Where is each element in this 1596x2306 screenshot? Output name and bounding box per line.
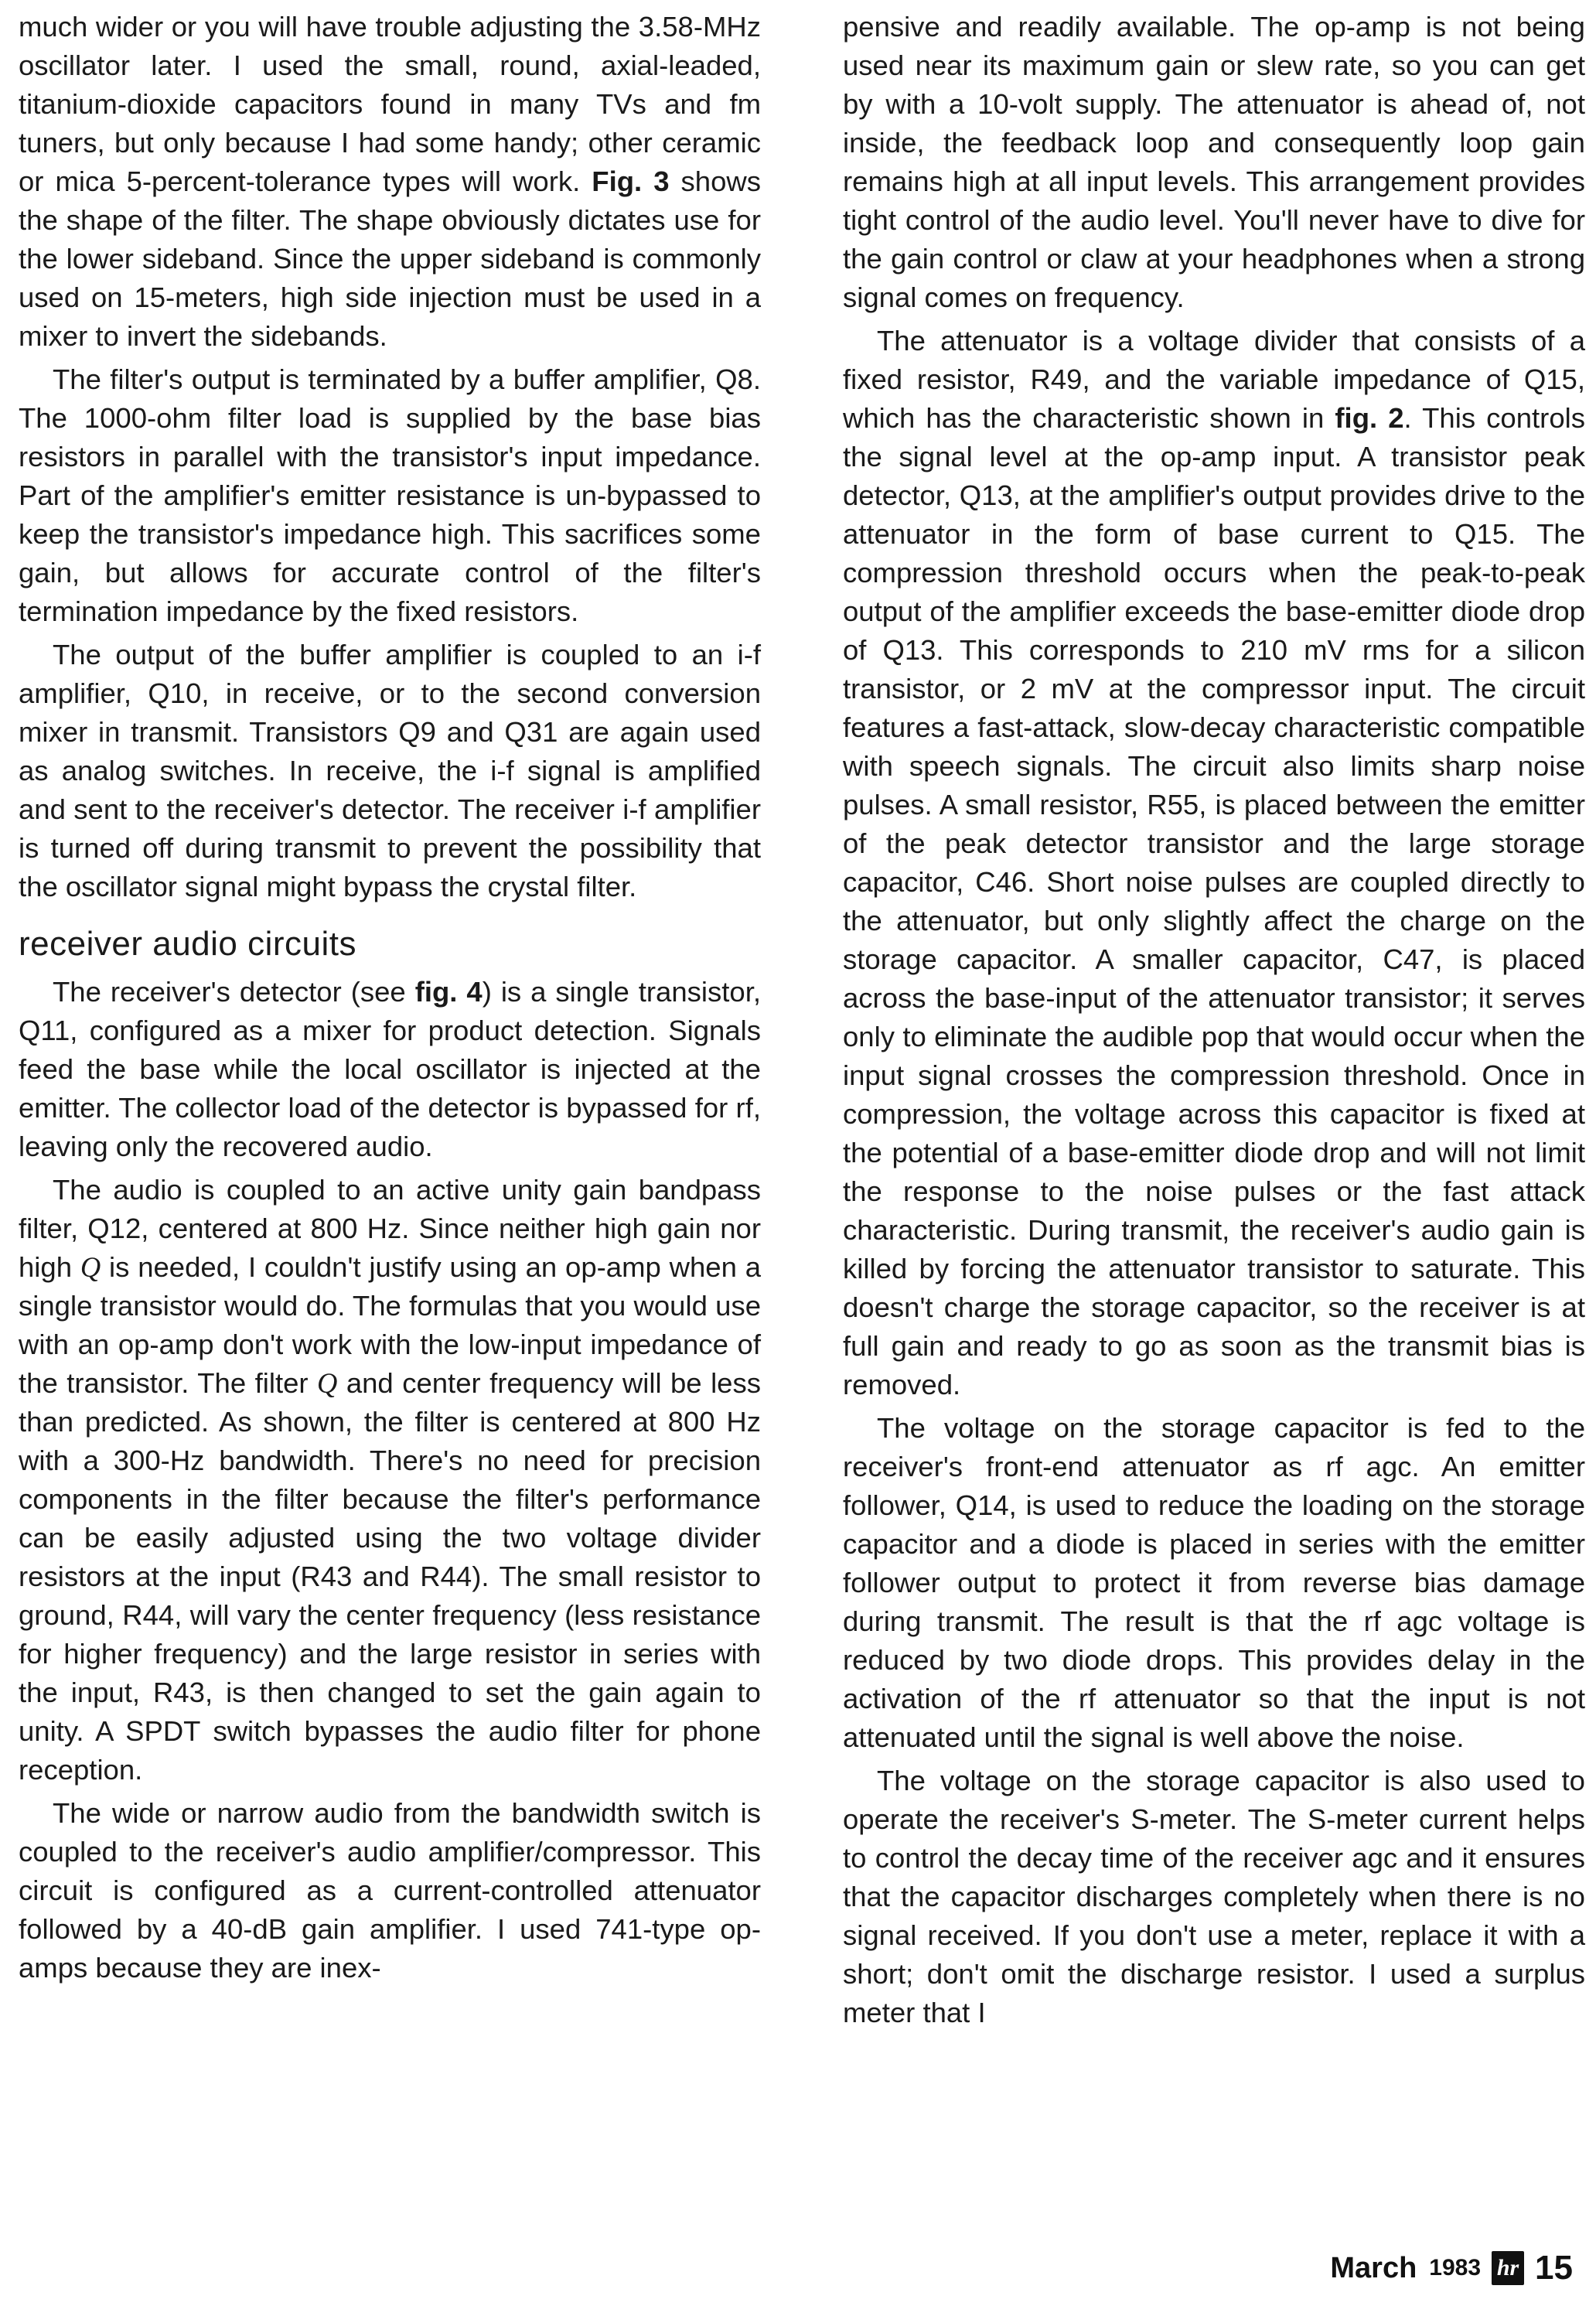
italic-symbol: Q	[80, 1251, 101, 1283]
paragraph	[843, 322, 1585, 1404]
figure-reference: fig. 2	[1335, 402, 1404, 434]
figure-reference: fig. 4	[414, 976, 483, 1008]
page-number: 15	[1535, 2249, 1573, 2287]
magazine-logo: hr	[1492, 2251, 1524, 2285]
footer-month: March	[1330, 2251, 1417, 2284]
text-run: and center frequency will be less than predicted. As shown, the filter is centered at 800 Hz with a 300-Hz bandwidth. There's no need for precision components in the filter because the filter's performance can be easily adjusted using the two voltage divider resistors at the input (R43 and R44). The small resistor to ground, R44, will vary the center frequency (less resistance for higher frequency) and the large resistor in series with the input, R43, is then changed to set the gain again to unity. A SPDT switch bypasses the audio filter for phone reception.	[19, 1367, 761, 1786]
text-run: The audio is coupled to an active unity gain bandpass filter, Q12, centered at 800 Hz. Since neither high gain nor high	[19, 1174, 761, 1283]
paragraph: The voltage on the storage capacitor is also used to operate the receiver's S-meter. The S-meter current helps to control the decay time of the receiver agc and it ensures that the capacitor discharges completely when there is no signal received. If you don't use a meter, replace it with a short; don't omit the discharge resistor. I used a surplus meter that I	[843, 1765, 1585, 2028]
text-run: much wider or you will have trouble adjusting the 3.58-MHz oscillator later. I used the small, round, axial-leaded, titanium-dioxide capacitors found in many TVs and fm tuners, but only because I had some handy; other ceramic or mica 5-percent-tolerance types will work.	[19, 11, 761, 197]
paragraph: The filter's output is terminated by a buffer amplifier, Q8. The 1000-ohm filter load is supplied by the base bias resistors in parallel with the transistor's input impedance. Part of the amplifier's emitter resistance is un-bypassed to keep the transistor's impedance high. This sacrifices some gain, but allows for accurate control of the filter's termination impedance by the fixed resistors.	[19, 363, 761, 627]
paragraph: The wide or narrow audio from the bandwidth switch is coupled to the receiver's audio amplifier/compressor. This circuit is configured as a current-controlled attenuator followed by a 40-dB gain amplifier. I used 741-type op-amps because they are inex-	[19, 1797, 761, 1984]
right-column	[843, 8, 1585, 2037]
text-run: shows the shape of the filter. The shape obviously dictates use for the lower sideband. Since the upper sideband is commonly used on 15-meters, high side injection must be used in a mixer to invert the sidebands.	[19, 165, 761, 352]
paragraph: The voltage on the storage capacitor is fed to the receiver's front-end attenuator as rf agc. An emitter follower, Q14, is used to reduce the loading on the storage capacitor and a diode is placed in series with the emitter follower output to protect it from reverse bias damage during transmit. The result is that the rf agc voltage is reduced by two diode drops. This provides delay in the activation of the rf attenuator so that the input is not attenuated until the signal is well above the noise.	[843, 1412, 1585, 1753]
page-footer	[1330, 2249, 1573, 2287]
text-run: The attenuator is a voltage divider that consists of a fixed resistor, R49, and the variable impedance of Q15, which has the characteristic shown in	[843, 325, 1585, 434]
text-run: . This controls the signal level at the op-amp input. A transistor peak detector, Q13, at the amplifier's output provides drive to the attenuator in the form of base current to Q15. The compression threshold occurs when the peak-to-peak output of the amplifier exceeds the base-emitter diode drop of Q13. This corresponds to 210 mV rms for a silicon transistor, or 2 mV at the compressor input. The circuit features a fast-attack, slow-decay characteristic compatible with speech signals. The circuit also limits sharp noise pulses. A small resistor, R55, is placed between the emitter of the peak detector transistor and the large storage capacitor, C46. Short noise pulses are coupled directly to the attenuator, but only slightly affect the charge on the storage capacitor. A smaller capacitor, C47, is placed across the base-input of the attenuator transistor; it serves only to eliminate the audible pop that would occur when the input signal crosses the compression threshold. Once in compression, the voltage across this capacitor is fixed at the potential of a base-emitter diode drop and will not limit the response to the noise pulses or the fast attack characteristic. During transmit, the receiver's audio gain is killed by forcing the attenuator transistor to saturate. This doesn't charge the storage capacitor, so the receiver is at full gain and ready to go as soon as the transmit bias is removed.	[843, 402, 1585, 1400]
text-run: The receiver's detector (see	[53, 976, 415, 1008]
left-column	[19, 8, 761, 1992]
paragraph	[19, 8, 761, 356]
paragraph	[19, 973, 761, 1166]
paragraph: The output of the buffer amplifier is coupled to an i-f amplifier, Q10, in receive, or to the second conversion mixer in transmit. Transistors Q9 and Q31 are again used as analog switches. In receive, the i-f signal is amplified and sent to the receiver's detector. The receiver i-f amplifier is turned off during transmit to prevent the possibility that the oscillator signal might bypass the crystal filter.	[19, 639, 761, 902]
figure-reference: Fig. 3	[592, 165, 670, 197]
italic-symbol: Q	[317, 1367, 338, 1399]
section-heading: receiver audio circuits	[19, 925, 356, 963]
paragraph: pensive and readily available. The op-amp is not being used near its maximum gain or slew rate, so you can get by with a 10-volt supply. The attenuator is ahead of, not inside, the feedback loop and consequently loop gain remains high at all input levels. This arrangement provides tight control of the audio level. You'll never have to dive for the gain control or claw at your headphones when a strong signal comes on frequency.	[843, 11, 1585, 313]
footer-year: 1983	[1429, 2255, 1482, 2280]
text-run: ) is a single transistor, Q11, configured as a mixer for product detection. Signals feed the base while the local oscillator is injected at the emitter. The collector load of the detector is bypassed for rf, leaving only the recovered audio.	[19, 976, 761, 1162]
paragraph	[19, 1171, 761, 1789]
text-run: is needed, I couldn't justify using an op-amp when a single transistor would do. The formulas that you would use with an op-amp don't work with the low-input impedance of the transistor. The filter	[19, 1251, 761, 1399]
